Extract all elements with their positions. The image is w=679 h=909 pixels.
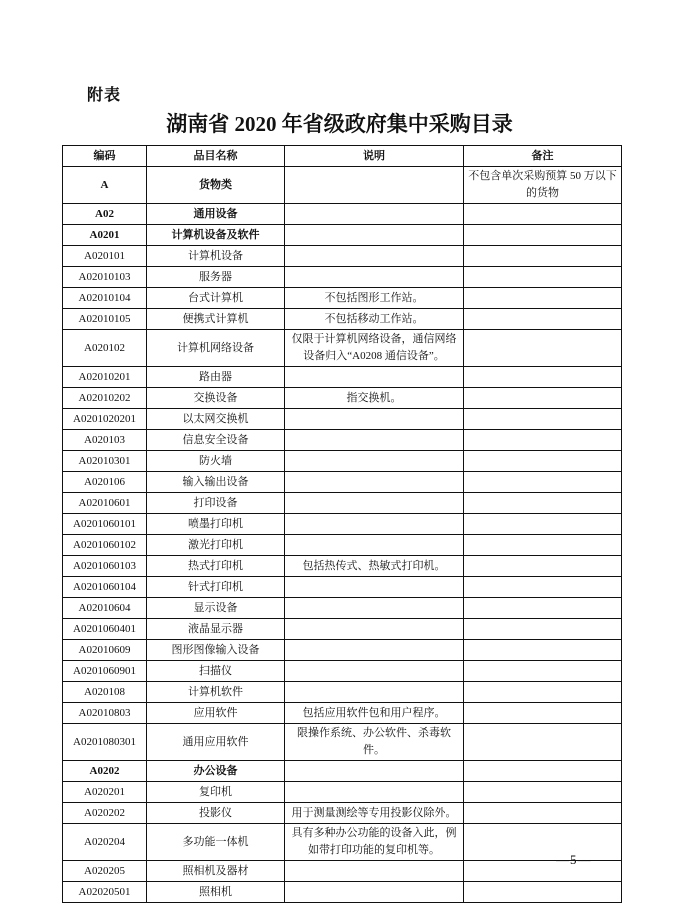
- cell-remark: [464, 761, 622, 782]
- cell-remark: [464, 451, 622, 472]
- annex-label: 附表: [87, 87, 122, 104]
- cell-desc: [285, 535, 464, 556]
- cell-code: A020106: [63, 472, 147, 493]
- cell-desc: [285, 514, 464, 535]
- cell-desc: [285, 619, 464, 640]
- cell-code: A0201080301: [63, 724, 147, 761]
- cell-name: 便携式计算机: [147, 309, 285, 330]
- cell-name: 输入输出设备: [147, 472, 285, 493]
- cell-name: 喷墨打印机: [147, 514, 285, 535]
- cell-remark: [464, 640, 622, 661]
- header-description: 说明: [285, 146, 464, 167]
- cell-name: 激光打印机: [147, 535, 285, 556]
- cell-code: A020102: [63, 330, 147, 367]
- table-row: [63, 493, 622, 514]
- cell-remark: [464, 288, 622, 309]
- table-row: [63, 451, 622, 472]
- cell-name: 通用设备: [147, 204, 285, 225]
- cell-desc: [285, 409, 464, 430]
- table-row: [63, 288, 622, 309]
- cell-desc: [285, 861, 464, 882]
- cell-name: 计算机设备及软件: [147, 225, 285, 246]
- cell-desc: [285, 367, 464, 388]
- table-row: [63, 204, 622, 225]
- cell-desc: 用于测量测绘等专用投影仪除外。: [285, 803, 464, 824]
- cell-desc: [285, 682, 464, 703]
- page-title: 湖南省 2020 年省级政府集中采购目录: [166, 112, 513, 136]
- cell-remark: [464, 824, 622, 861]
- table-row: [63, 761, 622, 782]
- cell-desc: [285, 204, 464, 225]
- cell-code: A0201060901: [63, 661, 147, 682]
- table-row: [63, 309, 622, 330]
- cell-name: 办公设备: [147, 761, 285, 782]
- cell-code: A020103: [63, 430, 147, 451]
- cell-name: 照相机及器材: [147, 861, 285, 882]
- cell-name: 通用应用软件: [147, 724, 285, 761]
- cell-desc: [285, 577, 464, 598]
- cell-name: 计算机软件: [147, 682, 285, 703]
- cell-code: A0201060101: [63, 514, 147, 535]
- header-item-name: 品目名称: [147, 146, 285, 167]
- cell-remark: [464, 682, 622, 703]
- cell-code: A02020501: [63, 882, 147, 903]
- cell-code: A: [63, 167, 147, 204]
- cell-name: 多功能一体机: [147, 824, 285, 861]
- table-row: [63, 824, 622, 861]
- cell-name: 服务器: [147, 267, 285, 288]
- cell-remark: [464, 204, 622, 225]
- cell-name: 显示设备: [147, 598, 285, 619]
- cell-remark: [464, 330, 622, 367]
- cell-desc: [285, 246, 464, 267]
- table-row: [63, 472, 622, 493]
- cell-name: 扫描仪: [147, 661, 285, 682]
- cell-code: A020205: [63, 861, 147, 882]
- table-row: [63, 267, 622, 288]
- cell-name: 信息安全设备: [147, 430, 285, 451]
- cell-desc: 包括热传式、热敏式打印机。: [285, 556, 464, 577]
- table-row: [63, 803, 622, 824]
- table-row: [63, 577, 622, 598]
- table-row: [63, 535, 622, 556]
- header-code: 编码: [63, 146, 147, 167]
- table-row: [63, 882, 622, 903]
- cell-remark: [464, 409, 622, 430]
- cell-code: A0201060104: [63, 577, 147, 598]
- cell-code: A02010105: [63, 309, 147, 330]
- cell-code: A02010803: [63, 703, 147, 724]
- cell-code: A02010609: [63, 640, 147, 661]
- cell-name: 针式打印机: [147, 577, 285, 598]
- cell-remark: [464, 246, 622, 267]
- cell-code: A0201060401: [63, 619, 147, 640]
- cell-name: 路由器: [147, 367, 285, 388]
- cell-remark: 不包含单次采购预算 50 万以下的货物: [464, 167, 622, 204]
- cell-name: 计算机网络设备: [147, 330, 285, 367]
- cell-desc: [285, 598, 464, 619]
- table-row: [63, 661, 622, 682]
- cell-remark: [464, 535, 622, 556]
- cell-desc: [285, 430, 464, 451]
- table-row: [63, 225, 622, 246]
- cell-code: A0201020201: [63, 409, 147, 430]
- table-row: [63, 703, 622, 724]
- cell-code: A020204: [63, 824, 147, 861]
- table-row: [63, 409, 622, 430]
- cell-desc: 仅限于计算机网络设备，通信网络设备归入“A0208 通信设备”。: [285, 330, 464, 367]
- cell-code: A0202: [63, 761, 147, 782]
- cell-name: 货物类: [147, 167, 285, 204]
- cell-desc: [285, 882, 464, 903]
- cell-code: A02: [63, 204, 147, 225]
- cell-remark: [464, 598, 622, 619]
- cell-name: 液晶显示器: [147, 619, 285, 640]
- cell-remark: [464, 514, 622, 535]
- cell-desc: [285, 661, 464, 682]
- table-row: [63, 682, 622, 703]
- cell-remark: [464, 619, 622, 640]
- cell-code: A0201060102: [63, 535, 147, 556]
- cell-remark: [464, 661, 622, 682]
- cell-remark: [464, 861, 622, 882]
- cell-name: 图形图像输入设备: [147, 640, 285, 661]
- cell-desc: [285, 451, 464, 472]
- cell-remark: [464, 493, 622, 514]
- table-row: [63, 640, 622, 661]
- table-row: [63, 861, 622, 882]
- header-remark: 备注: [464, 146, 622, 167]
- table-header-row: [63, 146, 622, 167]
- cell-code: A02010104: [63, 288, 147, 309]
- cell-name: 应用软件: [147, 703, 285, 724]
- table-row: [63, 367, 622, 388]
- cell-desc: 包括应用软件包和用户程序。: [285, 703, 464, 724]
- cell-name: 计算机设备: [147, 246, 285, 267]
- cell-desc: 具有多种办公功能的设备入此，例如带打印功能的复印机等。: [285, 824, 464, 861]
- table-row: [63, 556, 622, 577]
- cell-code: A020202: [63, 803, 147, 824]
- table-row: [63, 167, 622, 204]
- cell-remark: [464, 577, 622, 598]
- cell-desc: [285, 225, 464, 246]
- cell-desc: 指交换机。: [285, 388, 464, 409]
- cell-desc: 限操作系统、办公软件、杀毒软件。: [285, 724, 464, 761]
- cell-name: 投影仪: [147, 803, 285, 824]
- cell-remark: [464, 472, 622, 493]
- cell-desc: 不包括图形工作站。: [285, 288, 464, 309]
- cell-remark: [464, 309, 622, 330]
- cell-remark: [464, 388, 622, 409]
- page-number: —5—: [556, 852, 592, 867]
- cell-code: A02010202: [63, 388, 147, 409]
- table-row: [63, 619, 622, 640]
- cell-name: 以太网交换机: [147, 409, 285, 430]
- cell-code: A0201060103: [63, 556, 147, 577]
- table-row: [63, 514, 622, 535]
- table-row: [63, 430, 622, 451]
- cell-remark: [464, 882, 622, 903]
- cell-code: A02010301: [63, 451, 147, 472]
- cell-desc: [285, 167, 464, 204]
- cell-code: A020101: [63, 246, 147, 267]
- cell-name: 照相机: [147, 882, 285, 903]
- cell-code: A020108: [63, 682, 147, 703]
- cell-code: A02010103: [63, 267, 147, 288]
- cell-name: 防火墙: [147, 451, 285, 472]
- cell-remark: [464, 430, 622, 451]
- cell-remark: [464, 803, 622, 824]
- cell-desc: [285, 782, 464, 803]
- cell-code: A020201: [63, 782, 147, 803]
- procurement-catalog-table: [62, 145, 622, 903]
- table-row: [63, 388, 622, 409]
- cell-desc: [285, 267, 464, 288]
- cell-desc: [285, 493, 464, 514]
- cell-remark: [464, 556, 622, 577]
- cell-name: 热式打印机: [147, 556, 285, 577]
- cell-remark: [464, 703, 622, 724]
- cell-code: A02010604: [63, 598, 147, 619]
- cell-code: A0201: [63, 225, 147, 246]
- cell-desc: [285, 761, 464, 782]
- table-row: [63, 246, 622, 267]
- cell-name: 打印设备: [147, 493, 285, 514]
- table-row: [63, 782, 622, 803]
- cell-desc: 不包括移动工作站。: [285, 309, 464, 330]
- cell-desc: [285, 640, 464, 661]
- cell-desc: [285, 472, 464, 493]
- cell-remark: [464, 225, 622, 246]
- cell-name: 复印机: [147, 782, 285, 803]
- cell-code: A02010601: [63, 493, 147, 514]
- cell-code: A02010201: [63, 367, 147, 388]
- cell-name: 交换设备: [147, 388, 285, 409]
- cell-name: 台式计算机: [147, 288, 285, 309]
- cell-remark: [464, 782, 622, 803]
- cell-remark: [464, 367, 622, 388]
- table-row: [63, 330, 622, 367]
- table-row: [63, 598, 622, 619]
- cell-remark: [464, 267, 622, 288]
- table-row: [63, 724, 622, 761]
- cell-remark: [464, 724, 622, 761]
